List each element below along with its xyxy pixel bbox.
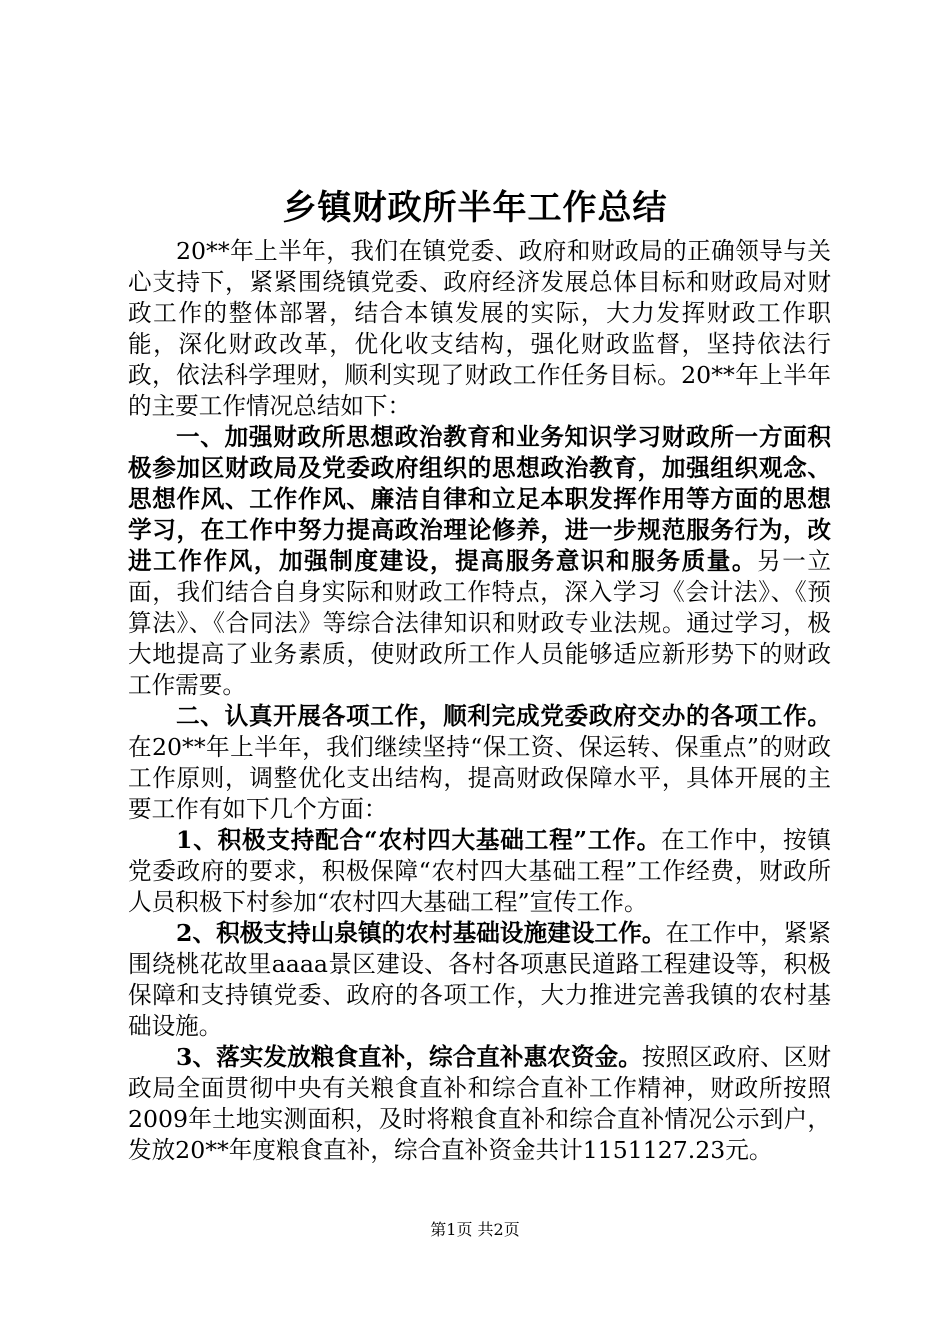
- paragraph-heading: 1、积极支持配合“农村四大基础工程”工作。: [176, 826, 662, 854]
- paragraph-heading: 3、落实发放粮食直补，综合直补惠农资金。: [176, 1043, 642, 1071]
- paragraph-heading: 一、加强财政所思想政治教育和业务知识学习财政所一方面积极参加区财政局及党委政府组织的思想政治教育，加强组织观念、思想作风、工作作风、廉洁自律和立足本职发挥作用等方面的思想学习，在工作中努力提高政治理论修养，进一步规范服务行为，改进工作作风，加强制度建设，提高服务意识和服务质量。: [128, 423, 831, 575]
- paragraph-heading: 二、认真开展各项工作，顺利完成党委政府交办的各项工作。: [176, 702, 831, 730]
- page-number-footer: 第1页 共2页: [430, 1220, 520, 1239]
- paragraph-section-2: [128, 701, 831, 825]
- paragraph-text: 在工作中，按镇党委政府的要求，积极保障“农村四大基础工程”工作经费，财政所人员积极下村参加“农村四大基础工程”宣传工作。: [128, 826, 832, 916]
- paragraph-item-3: [128, 1042, 831, 1166]
- paragraph-intro: [128, 236, 831, 422]
- paragraph-text: 另一立面，我们结合自身实际和财政工作特点，深入学习《会计法》、《预算法》、《合同法》等综合法律知识和财政专业法规。通过学习，极大地提高了业务素质，使财政所工作人员能够适应新形势下的财政工作需要。: [128, 547, 831, 699]
- paragraph-item-2: [128, 918, 831, 1042]
- paragraph-text: 在工作中，紧紧围绕桃花故里aaaa景区建设、各村各项惠民道路工程建设等，积极保障和支持镇党委、政府的各项工作，大力推进完善我镇的农村基础设施。: [128, 919, 831, 1040]
- document-body: [128, 236, 831, 1166]
- paragraph-heading: 2、积极支持山泉镇的农村基础设施建设工作。: [176, 919, 666, 947]
- paragraph-item-1: [128, 825, 831, 918]
- document-title: 乡镇财政所半年工作总结: [282, 188, 668, 228]
- paragraph-text: 按照区政府、区财政局全面贯彻中央有关粮食直补和综合直补工作精神，财政所按照2009年土地实测面积，及时将粮食直补和综合直补情况公示到户，发放20**年度粮食直补，综合直补资金共计1151127.23元。: [128, 1043, 831, 1164]
- paragraph-section-1: [128, 422, 831, 701]
- paragraph-text: 在20**年上半年，我们继续坚持“保工资、保运转、保重点”的财政工作原则，调整优化支出结构，提高财政保障水平，具体开展的主要工作有如下几个方面：: [128, 733, 831, 823]
- paragraph-text: 20**年上半年，我们在镇党委、政府和财政局的正确领导与关心支持下，紧紧围绕镇党委、政府经济发展总体目标和财政局对财政工作的整体部署，结合本镇发展的实际，大力发挥财政工作职能，深化财政改革，优化收支结构，强化财政监督，坚持依法行政，依法科学理财，顺利实现了财政工作任务目标。20**年上半年的主要工作情况总结如下：: [128, 237, 831, 420]
